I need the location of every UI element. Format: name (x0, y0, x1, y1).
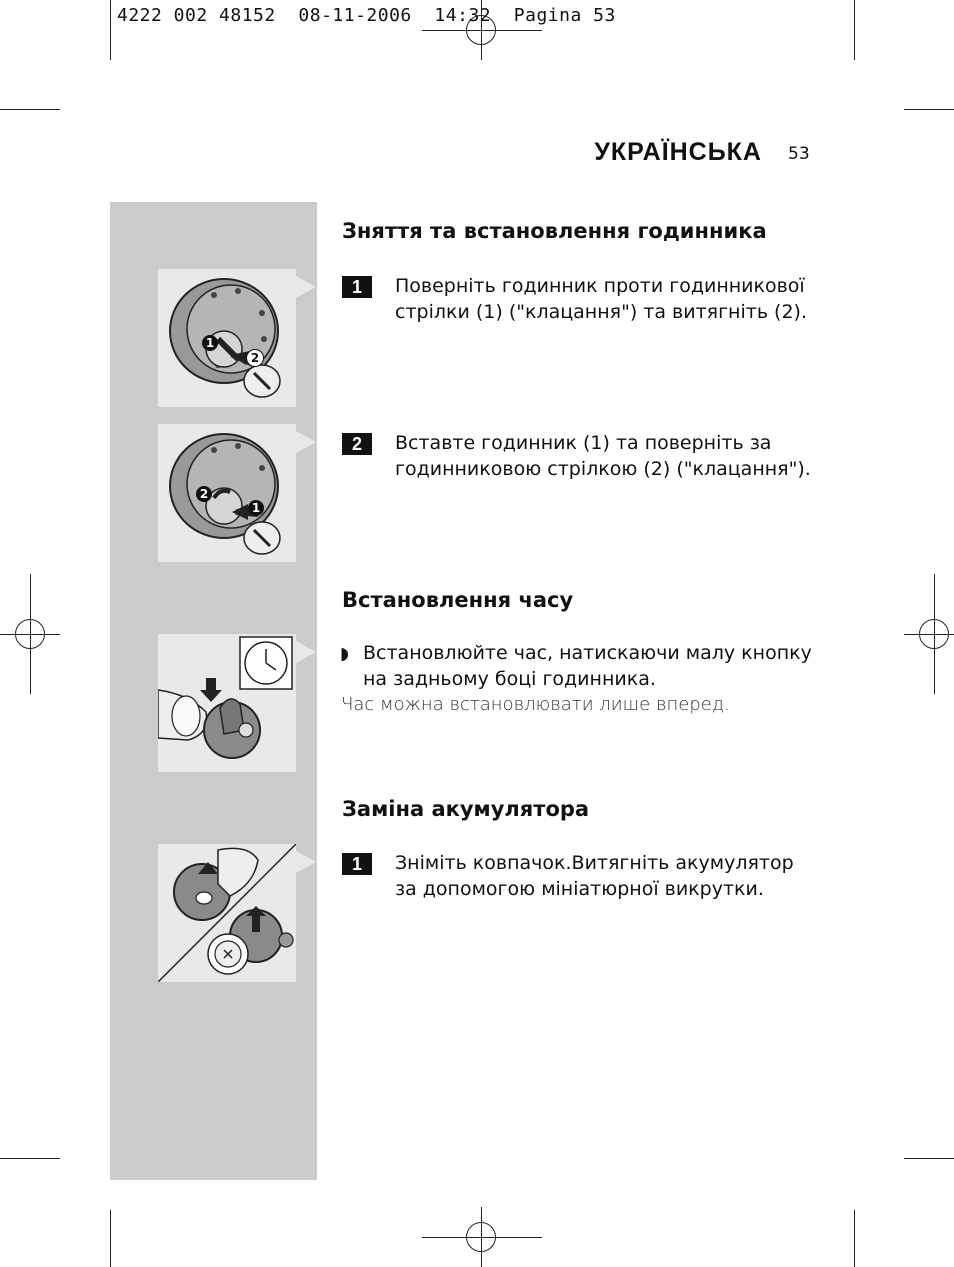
step-number: 1 (342, 276, 372, 298)
step-text: Поверніть годинник проти годинникової стрілки (1) ("клацання") та витягніть (2). (395, 275, 808, 323)
bullet-text: Встановлюйте час, натискаючи малу кнопку на задньому боці годинника. (363, 642, 812, 690)
step-number: 2 (342, 433, 372, 455)
print-header: 4222 002 48152 08-11-2006 14:32 Pagina 53 (117, 5, 616, 26)
illustration-pointer (296, 851, 316, 873)
illustration-clock-insertion (158, 424, 296, 562)
language-title: УКРАЇНСЬКА (594, 138, 762, 166)
step-number: 1 (342, 853, 372, 875)
section-title-clock-removal: Зняття та встановлення годинника (342, 219, 767, 243)
illustration-pointer (296, 431, 316, 453)
illustration-battery-replacement (158, 844, 296, 982)
callout-2: 2 (196, 486, 212, 502)
section-title-battery-replacement: Заміна акумулятора (342, 797, 590, 821)
callout-2: 2 (246, 349, 264, 367)
step-text: Вставте годинник (1) та поверніть за годинниковою стрілкою (2) ("клацання"). (395, 432, 811, 480)
illustration-time-setting (158, 634, 296, 772)
callout-1: 1 (248, 500, 264, 516)
callout-1: 1 (202, 335, 218, 351)
illustration-clock-removal (158, 269, 296, 407)
illustration-pointer (296, 641, 316, 663)
step-text: Зніміть ковпачок.Витягніть акумулятор за допомогою мініатюрної викрутки. (395, 852, 794, 900)
section-title-time-setting: Встановлення часу (342, 588, 574, 612)
note-text: Час можна встановлювати лише вперед. (341, 694, 730, 715)
illustration-pointer (296, 276, 316, 298)
page-number: 53 (788, 144, 810, 164)
bullet-marker: ◗ (340, 644, 349, 664)
